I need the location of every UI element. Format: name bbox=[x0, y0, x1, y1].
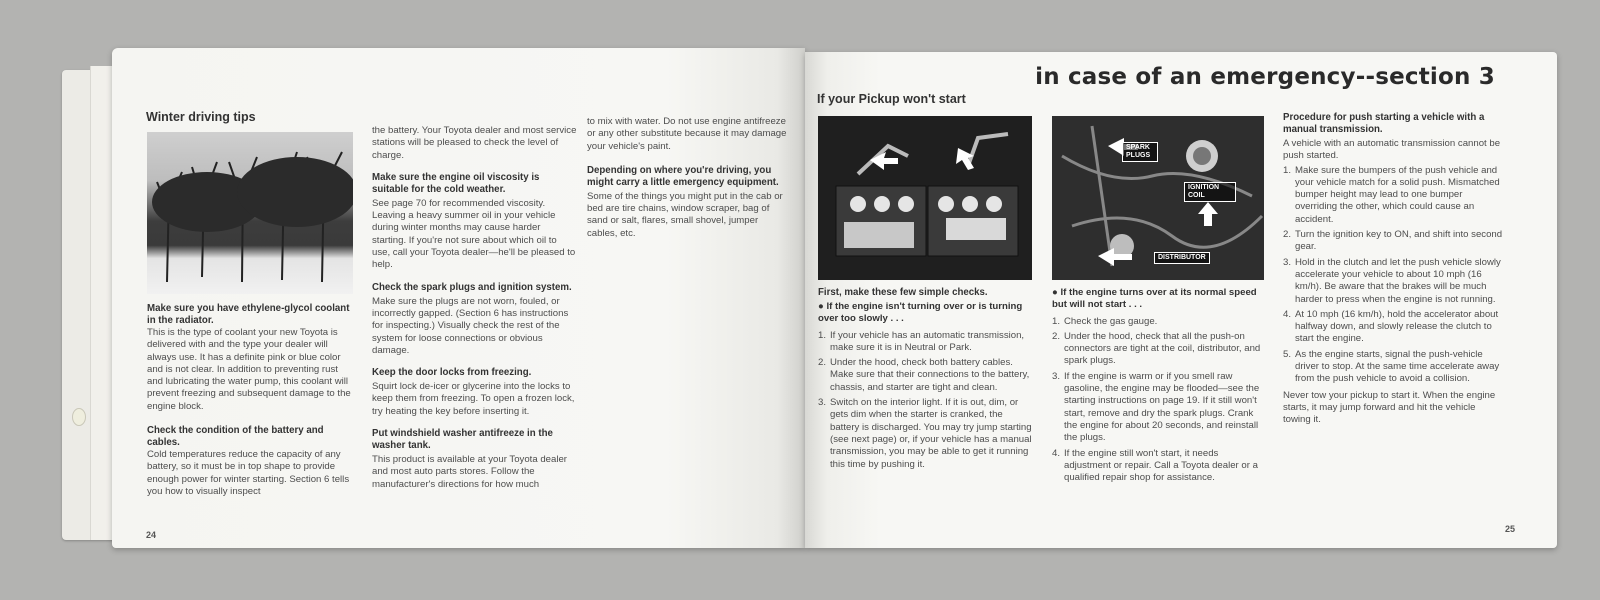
list-item-text: If your vehicle has an automatic transmission, make sure it is in Neutral or Park. bbox=[830, 329, 1025, 353]
battery-photo bbox=[818, 116, 1032, 280]
list-item: 2. Under the hood, check that all the push-on connectors are tight at the coil, distributor, and spark plugs. bbox=[1052, 330, 1261, 367]
simple-checks-intro: First, make these few simple checks. bbox=[818, 287, 988, 298]
list-item: 3. Switch on the interior light. If it is out, dim, or gets dim when the starter is cranked, the battery is discharged. You may try jump starting (see next page) or, if your vehicle has a manual transmission, you may be able to get it running this time by pushing it. bbox=[818, 397, 1032, 470]
washer-text-cont: to mix with water. Do not use engine antifreeze or any other substitute because it may damage your vehicle's paint. bbox=[587, 116, 787, 152]
push-start-list bbox=[1283, 165, 1503, 386]
list-item: 5. As the engine starts, signal the push-vehicle driver to stop. At the same time accelerate away from the push vehicle to avoid a collision. bbox=[1283, 348, 1500, 385]
oil-text: See page 70 for recommended viscosity. Leaving a heavy summer oil in your vehicle during winter months may cause harder starting. If you're not sure about which oil to use, call your Toyota dealer—he'll be pleased to help. bbox=[372, 197, 576, 271]
winter-tips-heading: Winter driving tips bbox=[146, 110, 256, 124]
push-start-intro: A vehicle with an automatic transmission cannot be push started. bbox=[1283, 138, 1501, 162]
not-turning-list bbox=[818, 330, 1034, 471]
list-item: 1. Check the gas gauge. bbox=[1052, 315, 1158, 327]
spark-plugs-label: SPARK PLUGS bbox=[1122, 142, 1158, 162]
list-item: 1. Make sure the bumpers of the push vehicle and your vehicle match for a solid push. Mismatched bumper height may lead to one bumper overriding the other, which could cause an accident. bbox=[1283, 164, 1500, 225]
list-item-text: Hold in the clutch and let the push vehicle slowly accelerate your vehicle to about 10 mph (16 km/h). Be aware that the brakes will be much harder to press when the engine is not running. bbox=[1295, 256, 1501, 305]
list-item: 2. Turn the ignition key to ON, and shift into second gear. bbox=[1283, 229, 1503, 253]
list-item: 4. At 10 mph (16 km/h), hold the accelerator about halfway down, and slowly release the clutch to start the engine. bbox=[1283, 308, 1499, 345]
engine-photo bbox=[1052, 116, 1264, 280]
bullet-icon: ● bbox=[1052, 287, 1061, 298]
coolant-heading: Make sure you have ethylene-glycol coolant in the radiator. bbox=[147, 303, 350, 326]
not-turning-text: If the engine isn't turning over or is turning over too slowly . . . bbox=[818, 301, 1023, 325]
coolant-text: This is the type of coolant your new Toyota is delivered with and the type your dealer will always use. It has a definite pink or blue color and is not clear. In addition to preventing rust and lubricating the water pump, this coolant will prevent freezing and subsequent damage to the engine block. bbox=[147, 327, 351, 412]
battery-heading: Check the condition of the battery and cables. bbox=[147, 425, 324, 449]
washer-text: This product is available at your Toyota dealer and most auto parts stores. Follow the manufacturer's directions for how much bbox=[372, 454, 568, 490]
washer-heading: Put windshield washer antifreeze in the washer tank. bbox=[372, 428, 553, 452]
distributor-label: DISTRIBUTOR bbox=[1154, 252, 1210, 264]
plugs-text: Make sure the plugs are not worn, fouled, or incorrectly gapped. (Section 6 has instructions for inspecting.) Visually check the rest of the system for loose connections or obvious damage. bbox=[372, 295, 569, 356]
ignition-coil-label: IGNITION COIL bbox=[1184, 182, 1236, 202]
winter-trees-image bbox=[147, 132, 353, 294]
list-item-text: As the engine starts, signal the push-vehicle driver to stop. At the same time accelerate away from the push vehicle to avoid a collision. bbox=[1295, 348, 1500, 385]
list-item-text: Under the hood, check both battery cables. Make sure that their connections to the battery, chassis, and starter are tight and clean. bbox=[830, 357, 1030, 393]
winter-trees-photo bbox=[147, 132, 353, 294]
plugs-heading: Check the spark plugs and ignition system. bbox=[372, 281, 572, 293]
right-column-3 bbox=[1283, 112, 1503, 436]
battery-image bbox=[818, 116, 1032, 280]
left-column-3 bbox=[587, 116, 787, 249]
right-column-2 bbox=[1052, 287, 1266, 487]
locks-text: Squirt lock de-icer or glycerine into the locks to keep them from freezing. To open a frozen lock, try heating the key before inserting it. bbox=[372, 381, 575, 417]
list-item-text: Make sure the bumpers of the push vehicle and your vehicle match for a solid push. Mismatched bumper height may lead to one bumper overriding the other, which could cause an accident. bbox=[1295, 164, 1500, 225]
never-tow-text: Never tow your pickup to start it. When the engine starts, it may jump forward and hit the vehicle towing it. bbox=[1283, 389, 1496, 426]
push-start-heading: Procedure for push starting a vehicle with a manual transmission. bbox=[1283, 112, 1485, 135]
binding-hole bbox=[72, 408, 86, 426]
list-item-text: If the engine still won't start, it needs adjustment or repair. Call a Toyota dealer or a qualified repair shop for assistance. bbox=[1064, 447, 1258, 484]
not-turning-bullet bbox=[818, 301, 1034, 326]
battery-text-cont: the battery. Your Toyota dealer and most service stations will be pleased to check the level of charge. bbox=[372, 125, 577, 161]
section-heading: in case of an emergency--section 3 bbox=[1035, 64, 1495, 90]
right-column-1 bbox=[818, 287, 1034, 474]
battery-text: Cold temperatures reduce the capacity of any battery, so it must be in top shape to provide enough power for winter starting. Section 6 tells you how to visually inspect bbox=[147, 449, 350, 497]
emergency-equipment-text: Some of the things you might put in the cab or bed are tire chains, window scraper, bag of sand or salt, flares, small shovel, jumper cables, etc. bbox=[587, 190, 783, 239]
page-number-left: 24 bbox=[146, 530, 157, 540]
left-page bbox=[112, 48, 805, 548]
list-item-text: Turn the ignition key to ON, and shift into second gear. bbox=[1295, 229, 1503, 253]
right-page bbox=[805, 52, 1557, 548]
turns-over-list bbox=[1052, 316, 1266, 485]
turns-over-bullet bbox=[1052, 287, 1266, 312]
list-item-text: At 10 mph (16 km/h), hold the accelerator about halfway down, and slowly release the clutch to start the engine. bbox=[1295, 308, 1499, 345]
list-item-text: Check the gas gauge. bbox=[1064, 315, 1158, 327]
list-item-text: Under the hood, check that all the push-on connectors are tight at the coil, distributor, and spark plugs. bbox=[1064, 330, 1261, 367]
list-item: 3. Hold in the clutch and let the push vehicle slowly accelerate your vehicle to about 10 mph (16 km/h). Be aware that the brakes will be much harder to press when the engine is not running. bbox=[1283, 256, 1501, 305]
locks-heading: Keep the door locks from freezing. bbox=[372, 367, 532, 379]
list-item: 1. If your vehicle has an automatic transmission, make sure it is in Neutral or Park. bbox=[818, 329, 1025, 353]
pickup-start-heading: If your Pickup won't start bbox=[817, 92, 966, 106]
list-item: 2. Under the hood, check both battery cables. Make sure that their connections to the battery, chassis, and starter are tight and clean. bbox=[818, 357, 1030, 393]
list-item-text: If the engine is warm or if you smell raw gasoline, the engine may be flooded—see the starting instructions on page 19. If it still won't start, remove and dry the spark plugs. Crank the engine for about 20 seconds, and reinstall the plugs. bbox=[1064, 370, 1260, 444]
list-item: 3. If the engine is warm or if you smell raw gasoline, the engine may be flooded—see the starting instructions on page 19. If it still won't start, remove and dry the spark plugs. Crank the engine for about 20 seconds, and reinstall the plugs. bbox=[1052, 370, 1260, 444]
list-item-text: Switch on the interior light. If it is out, dim, or gets dim when the starter is cranked, the battery is discharged. You may try jump starting (see next page) or, if your vehicle has a manual transmission, you may be able to get it running this time by pushing it. bbox=[830, 397, 1032, 470]
list-item: 4. If the engine still won't start, it needs adjustment or repair. Call a Toyota dealer or a qualified repair shop for assistance. bbox=[1052, 447, 1258, 484]
left-column-2 bbox=[372, 125, 577, 500]
oil-heading: Make sure the engine oil viscosity is suitable for the cold weather. bbox=[372, 171, 540, 195]
left-column-1 bbox=[147, 303, 353, 507]
bullet-icon: ● bbox=[818, 301, 827, 312]
turns-over-text: If the engine turns over at its normal speed but will not start . . . bbox=[1052, 287, 1257, 311]
emergency-equipment-heading: Depending on where you're driving, you might carry a little emergency equipment. bbox=[587, 164, 779, 188]
page-number-right: 25 bbox=[1504, 524, 1515, 534]
